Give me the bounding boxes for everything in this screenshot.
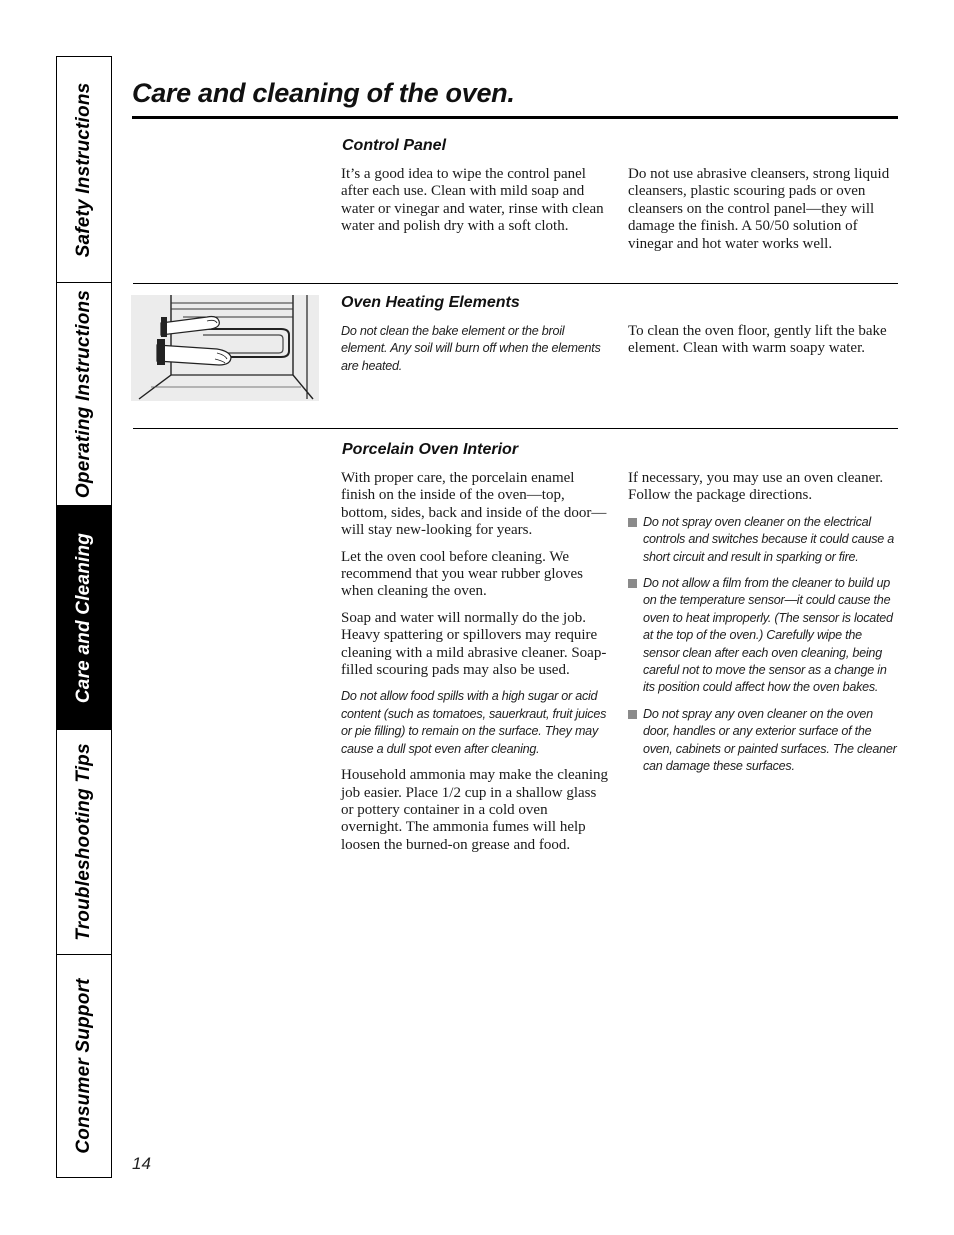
control-panel-warning-text: Do not use abrasive cleansers, strong liquid cleansers, plastic scouring pads or oven cleansers on the control panel—they will damage the finish. A 50/50 solution of vinegar and hot water works well. [628,166,890,252]
tab-safety-instructions[interactable] [57,57,111,283]
page-title: Care and cleaning of the oven. [132,78,515,108]
food-spill-note: Do not allow food spills with a high sugar or acid content (such as tomatoes, sauerkraut, fruit juices or pie filling) to remain on the surface. They may cause a dull spot even after cleaning. [341,689,607,756]
hands-lifting-bake-element-icon [131,295,319,401]
control-panel-left-column [341,166,611,245]
control-panel-right-column [628,166,898,262]
heating-elements-left-column [341,323,611,384]
control-panel-heading: Control Panel [342,137,447,154]
oven-cleaning-illustration [131,295,319,401]
tab-label: Operating Instructions [73,289,94,499]
porcelain-left-column [341,470,611,863]
section-divider [133,283,898,284]
porcelain-interior-heading: Porcelain Oven Interior [342,441,519,458]
heating-elements-right-column [628,323,898,367]
caution-bullet [628,706,900,776]
porcelain-right-column [628,470,900,785]
caution-text: Do not spray any oven cleaner on the oven door, handles or any exterior surface of the oven, cabinets or painted surfaces. The cleaner can damage these surfaces. [643,706,897,774]
section-divider [133,428,898,429]
caution-text: Do not allow a film from the cleaner to build up on the temperature sensor—it could cause the oven to heat improperly. (The sensor is located at the top of the oven.) Carefully wipe the sensor clean after each oven cleaning, being careful not to move the sensor as a change in its position could affect how the oven bakes. [643,576,893,695]
heating-elements-note: Do not clean the bake element or the broil element. Any soil will burn off when the elements are heated. [341,324,601,373]
heating-elements-heading: Oven Heating Elements [341,294,520,311]
tab-label: Troubleshooting Tips [73,743,94,941]
oven-cleaner-intro: If necessary, you may use an oven cleaner. Follow the package directions. [628,470,884,504]
tab-troubleshooting-tips[interactable] [57,730,111,955]
caution-text: Do not spray oven cleaner on the electrical controls and switches because it could cause a short circuit and result in sparking or fire. [643,514,895,564]
tab-label: Safety Instructions [73,82,94,257]
tab-care-and-cleaning[interactable] [57,506,111,730]
tab-label: Consumer Support [73,978,94,1154]
square-bullet-icon [628,518,637,527]
caution-bullet [628,514,900,566]
title-rule [132,116,898,119]
porcelain-paragraph: Soap and water will normally do the job. Heavy spattering or spillovers may require cleaning with a mild abrasive cleaner. Soap-filled scouring pads may also be used. [341,609,607,679]
tab-operating-instructions[interactable] [57,283,111,506]
square-bullet-icon [628,710,637,719]
porcelain-paragraph: Let the oven cool before cleaning. We recommend that you wear rubber gloves when cleaning the oven. [341,548,583,600]
oven-floor-text: To clean the oven floor, gently lift the bake element. Clean with warm soapy water. [628,323,887,357]
porcelain-paragraph: Household ammonia may make the cleaning job easier. Place 1/2 cup in a shallow glass or pottery container in a cold oven overnight. The ammonia fumes will help loosen the burned-on grease and food. [341,767,609,853]
tab-label: Care and Cleaning [73,532,94,703]
porcelain-paragraph: With proper care, the porcelain enamel finish on the inside of the oven—top, bottom, sides, back and inside of the door—will stay new-looking for years. [341,470,607,539]
section-tab-bar [56,56,112,1178]
control-panel-text: It’s a good idea to wipe the control panel after each use. Clean with mild soap and water or vinegar and water, rinse with clean water and polish dry with a soft cloth. [341,166,604,235]
caution-bullet [628,575,900,697]
tab-consumer-support[interactable] [57,955,111,1177]
page-number: 14 [132,1154,151,1173]
square-bullet-icon [628,579,637,588]
